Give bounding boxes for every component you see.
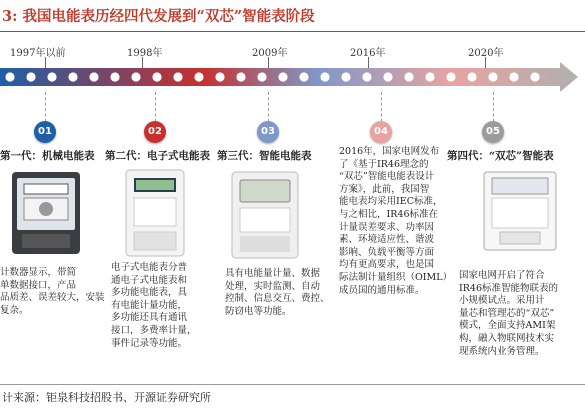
timeline-dot (26, 72, 35, 81)
timeline-dot (467, 72, 476, 81)
year-label-2009: 2009年 (252, 48, 288, 59)
timeline-dot (89, 72, 98, 81)
timeline-dot (383, 72, 392, 81)
timeline-dot (404, 72, 413, 81)
stage-desc-1: 计数器显示，带简 单数据接口，产品 品质差、误差较大，安装 复杂。 (0, 267, 105, 316)
figure-title-bar (0, 0, 585, 32)
stage-desc-3: 具有电能量计量、数据 处理，实时监测、自动 控制、信息交互、费控、 防窃电等功能。 (225, 268, 330, 317)
stage-badge-02: 02 (144, 121, 166, 143)
timeline-dot (278, 72, 287, 81)
timeline-dot (5, 72, 14, 81)
stage-title-2: 第二代：电子式电能表 (105, 150, 210, 162)
timeline-dot (173, 72, 182, 81)
timeline-dot (341, 72, 350, 81)
stage-connector (155, 92, 156, 122)
timeline-dot (488, 72, 497, 81)
timeline-dot (530, 72, 539, 81)
timeline-dot (68, 72, 77, 81)
timeline-dot (236, 72, 245, 81)
stage-title-3: 第三代：智能电能表 (217, 150, 312, 162)
stage-desc-2: 电子式电能表分普 通电子式电能表和 多功能电能表，具 有电能计量功能， 多功能还具有通讯 接口，多费率计量， 事件记录等功能。 (111, 262, 197, 349)
timeline-dot (257, 72, 266, 81)
source-note: 计来源：钜泉科技招股书、开源证券研究所 (2, 391, 211, 404)
timeline-dot (110, 72, 119, 81)
stage-badge-03: 03 (257, 121, 279, 143)
stage-badge-05: 05 (482, 121, 504, 143)
mechanical-meter-image (4, 170, 88, 256)
stage-connector (268, 92, 269, 122)
timeline-arrow (0, 58, 585, 98)
dual-core-meter-image (478, 170, 562, 252)
timeline-dot (509, 72, 518, 81)
timeline-dot (299, 72, 308, 81)
electronic-meter-image (120, 168, 190, 258)
timeline-dot (194, 72, 203, 81)
stage-title-1: 第一代：机械电能表 (0, 150, 95, 162)
smart-meter-image (226, 170, 304, 260)
stage-title-5: 第四代：“双芯”智能表 (447, 150, 554, 162)
timeline-dot (215, 72, 224, 81)
timeline-dot (446, 72, 455, 81)
stage-badge-01: 01 (34, 121, 56, 143)
stage-connector (381, 92, 382, 122)
timeline-dot (152, 72, 161, 81)
stage-desc-4: 2016年，国家电网发布 了《基于IR46理念的 “双芯”智能电能表设计 方案》，此前，我国智 能电表均采用IEC标准， 与之相比，IR46标准在 计量误差要求、功率因 素、环境适应性、谐波 影响、负载平衡等方面 均有更高要求，也是国 际法制计量组织（OIML） 成员国的通用标准。 (339, 146, 453, 296)
timeline-dot (362, 72, 371, 81)
stage-badge-04: 04 (370, 121, 392, 143)
year-label-2020: 2020年 (468, 48, 504, 59)
timeline-dot (320, 72, 329, 81)
timeline-dot (47, 72, 56, 81)
figure-title: 3: 我国电能表历经四代发展到“双芯”智能表阶段 (2, 8, 315, 25)
timeline-dot (131, 72, 140, 81)
year-label-2016: 2016年 (350, 48, 386, 59)
year-label-1997: 1997年以前 (10, 48, 66, 59)
stage-connector (493, 92, 494, 122)
timeline-dot (425, 72, 434, 81)
stage-desc-5: 国家电网开启了符合 IR46标准智能物联表的 小规模试点。采用计 量芯和管理芯的“双芯” 模式，全面支持AMI架 构，融入物联网技术实 现系统内业务管理。 (459, 270, 558, 357)
stage-connector (45, 92, 46, 122)
year-label-1998: 1998年 (127, 48, 163, 59)
footer-rule (0, 384, 585, 385)
